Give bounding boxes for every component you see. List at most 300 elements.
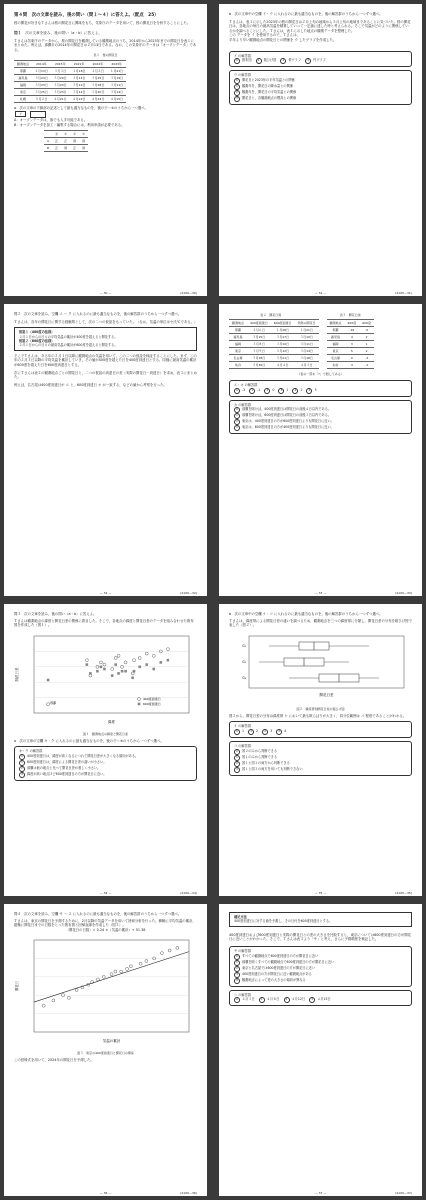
table-header-row xyxy=(44,131,88,138)
table-cell: 那覇 xyxy=(14,68,32,75)
hypothesis1-title: 仮説１（400度の法則） xyxy=(19,330,55,335)
table-cell: ４月22日 xyxy=(70,96,89,103)
table-cell: A xyxy=(44,138,52,145)
table-cell: 4 xyxy=(345,334,360,341)
table-row xyxy=(229,334,319,341)
page-33 xyxy=(219,304,422,596)
page-number: — 36 — xyxy=(99,1191,112,1195)
table-cell: ３月23日 xyxy=(32,82,51,89)
q3b-title: b 次の文章中の空欄 ケ・コ に入れるのに最も適当なものを，後の解答群のうちから一つずつ選べ。 xyxy=(229,612,383,616)
table-cell: ３月23日 xyxy=(51,89,70,96)
answer-group-sa xyxy=(229,946,412,987)
data-point xyxy=(117,654,120,657)
table-cell: -16 xyxy=(345,327,360,334)
options-ko xyxy=(234,749,407,773)
table3-caption: 表３ 開花日差 xyxy=(339,313,361,317)
table-cell: ３月17日 xyxy=(271,334,295,341)
bloom-date-table xyxy=(14,60,126,103)
answer-group-label: サ の解答群 xyxy=(234,949,251,953)
category-label: G₁ xyxy=(242,643,246,648)
table-header-cell xyxy=(44,131,52,138)
options-i xyxy=(234,58,407,64)
table-cell: ３月19日 xyxy=(107,75,126,82)
answer-group-shi xyxy=(229,990,412,1007)
option-number: 4 xyxy=(234,978,240,984)
table-cell: ３月10日 xyxy=(271,341,295,348)
answer-group-ke xyxy=(229,721,412,738)
x-axis-label: 開花日差 xyxy=(319,692,334,697)
fig3-caption: 図３ 東京の400度到達日と開花日の関係 xyxy=(77,1051,134,1056)
table-cell: 0 xyxy=(345,355,360,362)
table-cell: ５月２日 xyxy=(32,96,51,103)
legend-marker xyxy=(138,697,141,700)
table-header-cell: 2022年 xyxy=(89,61,108,68)
answer-group-ki xyxy=(14,746,197,781)
page-code: (2100—33) xyxy=(395,591,412,595)
answer-option[interactable] xyxy=(249,388,260,394)
table-row xyxy=(44,145,88,152)
answer-group-label: イ の解答群 xyxy=(234,53,251,58)
table-cell: 東京 xyxy=(229,348,247,355)
q1-label: 問１ xyxy=(14,30,22,35)
q4-title: 問４ 次の文章を読み，空欄 サ ～ ス に入れるのに最も適当なものを，後の解答群のうちから一つずつ選べ。 xyxy=(14,912,182,916)
table-row xyxy=(327,362,374,369)
table-cell: ４月24日 xyxy=(89,96,108,103)
option-number: 3 xyxy=(234,425,240,431)
data-point xyxy=(131,676,134,679)
table-header-cell: 400度 xyxy=(345,320,360,327)
answer-option[interactable] xyxy=(306,388,316,394)
page-code: (2100—32) xyxy=(180,591,197,595)
table-cell: ３月18日 xyxy=(247,355,271,362)
fig1-caption: 図１ 観測地点の緯度と開花日差 xyxy=(82,731,128,736)
option-number: 0 xyxy=(234,997,240,1003)
table3 xyxy=(327,319,374,369)
options-eo xyxy=(234,388,407,394)
table-header-cell: 2015年 xyxy=(51,61,70,68)
data-point xyxy=(138,665,141,668)
table-cell: ２月13日 xyxy=(32,68,51,75)
legend-label: 600度到達日 xyxy=(143,701,161,706)
data-point xyxy=(168,949,171,952)
option-text: 那覇を除けば，600度到達日は開花日の前後３日以内である。 xyxy=(242,413,331,418)
option-number: 3 xyxy=(234,972,240,978)
options-ki xyxy=(19,754,192,778)
table-header-cell: 観測地点 xyxy=(14,61,32,68)
option-text: 那覇は他の地点と比べて開花日差が著しく小さい。 xyxy=(27,765,101,770)
q3-body: Ｔさんは観測地点の緯度と開花日差の関係に着目した。そこで，各地点の緯度と開花日差のデータを組み合わせた散布図を作成した（図１）。 xyxy=(14,618,194,628)
answer-group-ko xyxy=(229,741,412,776)
table-header-cell: ⓪ xyxy=(52,131,61,138)
option-number: 2 xyxy=(234,761,240,767)
q2-body4: 例えば，名古屋は400度到達日が エ と，600度到達日 オ が一致する，などの値から考察を行った。 xyxy=(14,382,167,387)
page-code: (2100—30) xyxy=(180,291,197,295)
data-point xyxy=(114,663,117,666)
table-cell: ３月11日 xyxy=(294,341,318,348)
option-number: 2 xyxy=(262,729,268,735)
options-ke xyxy=(234,729,407,735)
page-number: — 32 — xyxy=(99,591,112,595)
answer-option[interactable] xyxy=(234,729,244,735)
option-number: 3 xyxy=(276,729,282,735)
table-cell: ３月14日 xyxy=(70,75,89,82)
table-cell: ３月20日 xyxy=(51,75,70,82)
option-number: 3 xyxy=(305,58,311,64)
table-cell: ３月30日 xyxy=(247,362,271,369)
option-text: 1 xyxy=(242,728,245,733)
option-number: 0 xyxy=(234,749,240,755)
option-text: 400度到達日の方が開花日に近い観測地点がある xyxy=(242,971,312,976)
data-point xyxy=(126,968,129,971)
data-point xyxy=(47,678,50,681)
option-number: 1 xyxy=(256,58,262,64)
y-axis-label: 開花日 xyxy=(15,981,19,992)
option-number: 0 xyxy=(234,78,240,84)
option-text: 箱ひげ図 xyxy=(263,58,277,63)
plot-frame xyxy=(34,940,189,1032)
table-header-cell: 600度到達日 xyxy=(271,320,295,327)
table-cell: ３月19日 xyxy=(294,334,318,341)
table-header-cell: 400度到達日 xyxy=(247,320,271,327)
option-number: 2 xyxy=(234,419,240,425)
answer-option[interactable] xyxy=(309,997,331,1003)
option-text: 観測年を，開花日の平均気温との関係 xyxy=(242,89,297,94)
option-number: 5 xyxy=(306,388,312,394)
table-row xyxy=(229,341,319,348)
option-number: 1 xyxy=(248,729,254,735)
option-text: 帯グラフ xyxy=(288,58,302,63)
page-number: — 33 — xyxy=(314,591,327,595)
page-code: (2100—34) xyxy=(180,891,197,895)
table-cell: 誤 xyxy=(61,145,70,152)
boxplot-chart-fig2 xyxy=(229,630,412,700)
table-cell: ３月14日 xyxy=(294,348,318,355)
table-row xyxy=(44,138,88,145)
table-row xyxy=(14,89,126,96)
option-text: 観測年を，開花日の降水量との関係 xyxy=(242,83,293,88)
table-header-cell: ① xyxy=(61,131,70,138)
option-number: 0 xyxy=(234,58,240,64)
option-number: 1 xyxy=(234,413,240,419)
table-cell: ３月９日 xyxy=(247,348,271,355)
table-cell: 誤 xyxy=(79,145,88,152)
option-text: 図１のみから判断できる xyxy=(242,754,278,759)
table-cell: １月21日 xyxy=(294,327,318,334)
q1a-option-a: A：オープンデータは，誰でも入手可能である。 xyxy=(14,117,88,122)
option-text: 図１と図２の両方から判断できる xyxy=(242,760,290,765)
data-point xyxy=(120,970,123,973)
answer-group-label: カ の解答群 xyxy=(234,402,251,407)
table-row xyxy=(327,327,374,334)
table-row xyxy=(327,334,374,341)
option-number: 4 xyxy=(292,388,298,394)
table-header-cell: 観測地点 xyxy=(229,320,247,327)
table-cell: 仙台 xyxy=(327,362,345,369)
answer-option[interactable] xyxy=(234,997,255,1003)
page-30 xyxy=(4,4,207,296)
option-number: 1 xyxy=(234,960,240,966)
option-text: 0 xyxy=(272,387,275,392)
table-cell: 福岡 xyxy=(229,341,247,348)
table-cell: ３月８日 xyxy=(247,341,271,348)
answer-option[interactable] xyxy=(276,729,286,735)
data-point xyxy=(129,965,132,968)
answer-option[interactable] xyxy=(234,425,407,431)
category-label: G₂ xyxy=(242,659,246,664)
table2-caption: 表２ 開花日等 xyxy=(260,313,282,317)
table-cell: ３月18日 xyxy=(294,355,318,362)
table-cell: 3 xyxy=(345,341,360,348)
q2-body2: そこでＴさんは，ある年の２月１日以降に観測地点の気温を用いて，この二つの仮説を検証することにした。まず，この年の２月１日以降の平均気温を累計していき，その値が400度を超えた日を400度到達日とする。同様に最高気温の累計が600度を超えた日を600度到達日とする。 xyxy=(14,353,197,367)
option-number: 3 xyxy=(234,767,240,773)
table-header-cell: ② xyxy=(70,131,79,138)
answer-option[interactable] xyxy=(19,772,192,778)
answer-option[interactable] xyxy=(278,388,288,394)
table-cell: ２月２日 xyxy=(89,68,108,75)
body-line3: 平年より早い観測地点の開花日との関係を ウ したグラフを作成した。 xyxy=(229,37,337,42)
option-text: 4 xyxy=(284,728,287,733)
table-header-row xyxy=(327,320,374,327)
answer-option[interactable] xyxy=(284,997,306,1003)
page-code: (2100—37) xyxy=(395,1191,412,1195)
table-cell: 2 xyxy=(359,334,374,341)
q4-body: Ｔさんは，東京の開花日を予測するために，2月以降の気温データを用いて回帰分析を行った。横軸に平均気温の累計，縦軸に開花日までの日数をとった散布図と回帰直線を作成した（図３）。 xyxy=(14,918,196,928)
table-cell: 福岡 xyxy=(14,82,32,89)
page-number: — 37 — xyxy=(314,1191,327,1195)
table-cell: ３月25日 xyxy=(89,75,108,82)
option-text: 図１と図２の両方を用いても判断できない xyxy=(242,766,303,771)
table-cell: 福岡 xyxy=(327,341,345,348)
table-cell: ３月14日 xyxy=(107,89,126,96)
table-header-cell: 観測地点 xyxy=(327,320,345,327)
answer-group-label: ケ の解答群 xyxy=(234,724,251,729)
data-point xyxy=(117,672,120,675)
option-number: 0 xyxy=(234,407,240,413)
body-text: Ｔさんは，表１に示した2023年の桜の開花日は２月上旬の地域から５月上旬の地域まであることに気づいた。桜の開花日は，各地点の毎日の最高気温を積算していって一定値に達した時と考えられる。そこで気温がどのように関係しているかを調べることにした。Ｔさんは，表１に示した地点の観測データを整理した。 xyxy=(229,19,411,33)
table-cell: 正 xyxy=(52,145,61,152)
table-row xyxy=(14,68,126,75)
option-text: 1 xyxy=(286,387,289,392)
option-text: すべての観測地点で600度到達日の方が開花日に近い xyxy=(242,953,319,958)
answer-option[interactable] xyxy=(234,388,245,394)
legend-marker xyxy=(138,702,141,705)
option-number: 3 xyxy=(234,96,240,102)
answer-option[interactable] xyxy=(234,96,407,102)
q3b-body2: 図２から，開花日差の分布は緯度帯 ケ において最も散らばりが大きく，四分位範囲は コ 程度であることがわかる。 xyxy=(229,713,407,718)
table-cell: ３月11日 xyxy=(107,82,126,89)
option-text: 開花日と2023年の平年気温との関係 xyxy=(242,77,295,82)
data-point xyxy=(176,947,179,950)
answer-group-label: エ・オ の解答群 xyxy=(234,383,258,387)
option-number: 1 xyxy=(234,755,240,761)
data-point xyxy=(145,652,148,655)
answer-option[interactable] xyxy=(248,729,258,735)
true-false-grid xyxy=(44,130,88,152)
body-line2: この データを イ を使用するので，Ｔさんは， xyxy=(229,33,300,38)
option-text: ４月12日 xyxy=(291,997,306,1002)
table-header-row xyxy=(229,320,319,327)
option-number: 3 xyxy=(309,997,315,1003)
table-cell: 名古屋 xyxy=(327,355,345,362)
fig2-caption: 図２ 緯度帯別開花日差の箱ひげ図 xyxy=(296,706,345,711)
option-text: 緯度が高い地点ほど600度到達日の方が開花日に近い。 xyxy=(27,771,107,776)
option-text: 東京は，400度到達日の方が600度到達日よりも開花日に近い。 xyxy=(242,419,334,424)
table-row xyxy=(229,355,319,362)
option-text: 観測地点によって差の大きさの傾向が異なる xyxy=(242,977,306,982)
q1a-option-b: B：オープンデータを加工・編集する場合には，利用申請が必要である。 xyxy=(14,122,125,127)
table-cell: ３月25日 xyxy=(32,89,51,96)
answer-option[interactable] xyxy=(305,58,326,64)
table-cell: 名古屋 xyxy=(229,355,247,362)
data-point xyxy=(111,667,114,670)
table-cell: ４月15日 xyxy=(107,96,126,103)
option-text: 東京と名古屋では600度到達日の方が開花日に近い xyxy=(242,965,316,970)
page-code: (2100—35) xyxy=(395,891,412,895)
option-number: 2 xyxy=(19,766,25,772)
p8-body: 400度到達日および600度到達日と実際の開花日との差の大きさを比較すると，東京については600度到達日の方が開花日に近いことがわかった。そこで，Ｔさんは表３より「サ」と考え，さらに予測精度を検証した。 xyxy=(229,932,412,942)
table-cell: ３月12日 xyxy=(271,348,295,355)
table-cell: ３月24日 xyxy=(32,75,51,82)
answer-group-u xyxy=(229,70,412,105)
answer-group-eo xyxy=(229,380,412,397)
q1-heading xyxy=(14,31,197,36)
answer-option[interactable] xyxy=(262,729,272,735)
answer-group-label: シ の解答群 xyxy=(234,992,251,997)
table-row xyxy=(229,327,319,334)
q3a-text: a 次の文章の空欄 キ・ク に入れるのに最も適当なものを，後の⓪～⑤のうちから一つずつ選べ。 xyxy=(14,738,164,743)
data-point xyxy=(145,960,148,963)
page-37 xyxy=(219,904,422,1196)
q3b-body: Ｔさんは，緯度帯による開花日差の違いを調べるため，観測地点を三つの緯度帯に分類し，開花日差の分布を箱ひげ図で表した（図２）。 xyxy=(229,618,412,628)
table-header-cell: 600度 xyxy=(359,320,374,327)
data-point xyxy=(124,670,127,673)
page-35 xyxy=(219,604,422,896)
table-row xyxy=(327,355,374,362)
data-point xyxy=(133,670,136,673)
table-row xyxy=(14,96,126,103)
table-cell: 4 xyxy=(345,362,360,369)
y-axis-label: 開花日差 xyxy=(15,667,19,682)
table-cell: ３月20日 xyxy=(89,89,108,96)
answer-group-i xyxy=(229,51,412,68)
table-row xyxy=(14,75,126,82)
data-point xyxy=(152,654,155,657)
table-cell: 那覇 xyxy=(229,327,247,334)
table-row xyxy=(229,348,319,355)
option-text: 図２のみから判断できる xyxy=(242,748,278,753)
table-cell: 那覇 xyxy=(327,327,345,334)
table-cell: 2 xyxy=(359,348,374,355)
option-number: 2 xyxy=(280,58,286,64)
option-text: 3 xyxy=(270,728,273,733)
table-header-cell: 2023年 xyxy=(107,61,126,68)
option-number: 2 xyxy=(234,966,240,972)
table-cell: 札幌 xyxy=(14,96,32,103)
options-shi xyxy=(234,997,407,1003)
scatter-chart-fig1 xyxy=(14,630,197,725)
x-axis-label: 緯度 xyxy=(108,719,115,724)
regression-formula: （開花日の日数）= 0.24 ×（気温の累計）+ 51.38 xyxy=(65,927,146,932)
question-title: 第４問 次の文章を読み，後の問い（問１～４）に答えよ。（配点 25） xyxy=(14,13,159,18)
answer-option[interactable] xyxy=(280,58,301,64)
table-cell: 1 xyxy=(359,341,374,348)
data-point xyxy=(160,661,163,664)
data-point xyxy=(152,667,155,670)
tables-row xyxy=(219,312,422,371)
hypothesis1-text: ２月１日からの日々の平均気温の累計が400度を超えると開花する。 xyxy=(19,334,118,339)
option-number: 0 xyxy=(234,388,240,394)
page-number: — 34 — xyxy=(99,891,112,895)
table-cell: ２月６日 xyxy=(247,327,271,334)
table-cell: １月18日 xyxy=(70,68,89,75)
option-text: ４月８日 xyxy=(266,997,280,1002)
answer-option[interactable] xyxy=(264,388,274,394)
data-point xyxy=(99,661,102,664)
option-number: 2 xyxy=(284,997,290,1003)
table-cell: ３月21日 xyxy=(271,355,295,362)
table-header-cell: ③ xyxy=(79,131,88,138)
data-point xyxy=(160,952,163,955)
answer-box-a[interactable] xyxy=(30,111,46,118)
table-header-cell: 2021年 xyxy=(70,61,89,68)
option-text: 3 xyxy=(314,387,317,392)
answer-option[interactable] xyxy=(234,58,252,64)
answer-option[interactable] xyxy=(234,978,407,984)
data-point xyxy=(133,658,136,661)
table-row xyxy=(327,341,374,348)
table-cell: 東京 xyxy=(327,348,345,355)
option-number: 1 xyxy=(19,760,25,766)
data-point xyxy=(121,670,124,673)
page-number: — 30 — xyxy=(99,291,112,295)
table2 xyxy=(229,319,319,369)
answer-group-label: キ・ク の解答群 xyxy=(19,749,43,754)
table-cell: -1 xyxy=(359,362,374,369)
data-point xyxy=(67,997,70,1000)
table-cell: 誤 xyxy=(70,138,79,145)
option-number: 3 xyxy=(278,388,284,394)
option-number: 0 xyxy=(234,954,240,960)
table2-wrap xyxy=(219,312,323,371)
answer-option[interactable] xyxy=(256,58,277,64)
answer-option[interactable] xyxy=(259,997,280,1003)
page-number: — 31 — xyxy=(314,291,327,295)
page-code: (2100—31) xyxy=(395,291,412,295)
option-number: 1 xyxy=(259,997,265,1003)
option-text: 東京は，600度到達日の方が400度到達日よりも開花日に近い。 xyxy=(242,425,334,430)
data-point xyxy=(111,674,114,677)
table-cell: ３月３日 xyxy=(51,68,70,75)
data-point xyxy=(110,973,113,976)
data-point xyxy=(138,656,141,659)
option-text: 円グラフ xyxy=(313,58,326,63)
q1a-answer-row xyxy=(14,111,197,118)
answer-option[interactable] xyxy=(292,388,302,394)
data-point xyxy=(100,665,103,668)
table-cell: ３月23日 xyxy=(51,82,70,89)
data-point xyxy=(103,667,106,670)
table-header-cell: 2014年 xyxy=(32,61,51,68)
page-34 xyxy=(4,604,207,896)
data-point xyxy=(145,663,148,666)
page-31 xyxy=(219,4,422,296)
data-point xyxy=(114,656,117,659)
option-text: 2 xyxy=(300,387,303,392)
answer-option[interactable] xyxy=(234,767,407,773)
intro-text: 桜の開花が好きなＴさんは桜の開花日に興味をもち，気象庁のデータを用いて，桜の開花日を分析することにした。 xyxy=(14,21,191,25)
option-text: 散布図 xyxy=(242,58,252,63)
data-point xyxy=(96,670,99,673)
